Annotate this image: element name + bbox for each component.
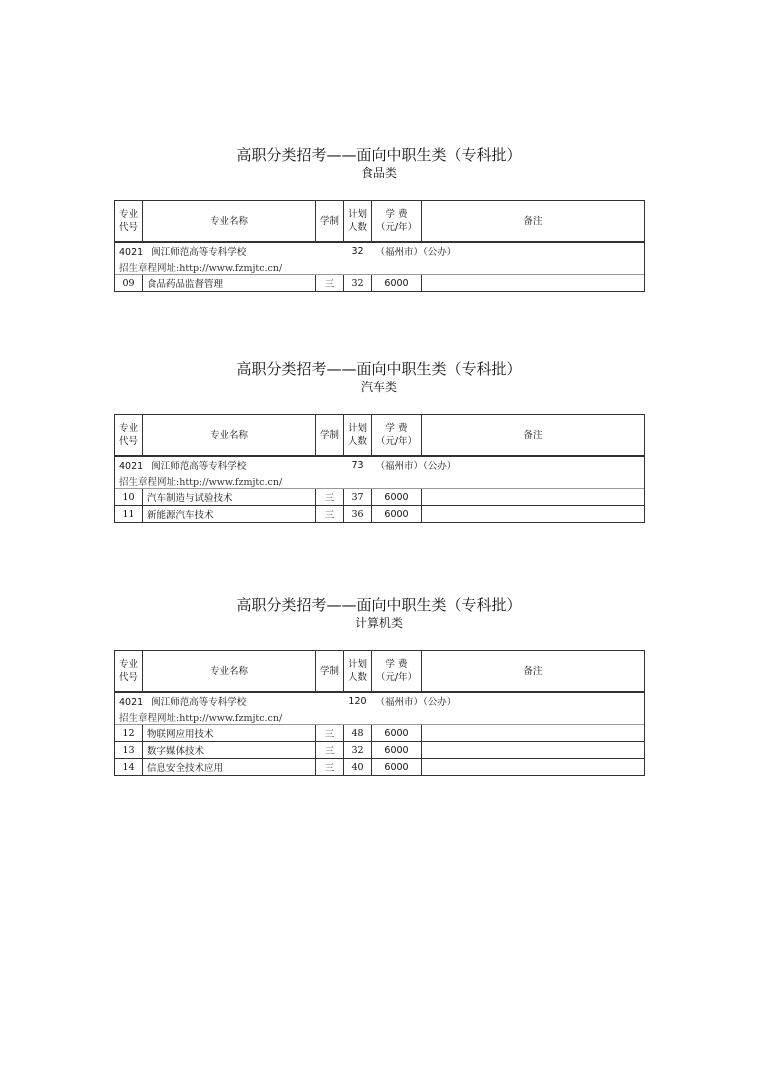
header-fee	[372, 415, 422, 457]
school-url: 招生章程网址:http://www.fzmjtc.cn/	[115, 259, 645, 275]
major-name: 数字媒体技术	[143, 742, 316, 759]
major-remark	[422, 742, 645, 759]
header-code	[115, 651, 143, 693]
school-code: 4021	[119, 697, 144, 708]
header-fee	[372, 201, 422, 243]
major-fee: 6000	[372, 489, 422, 506]
major-remark	[422, 759, 645, 776]
major-duration: 三	[316, 506, 344, 523]
major-fee: 6000	[372, 725, 422, 742]
major-plan: 36	[344, 506, 372, 523]
header-code	[115, 201, 143, 243]
school-url: 招生章程网址:http://www.fzmjtc.cn/	[115, 709, 645, 725]
section-subtitle: 汽车类	[360, 380, 397, 394]
header-code-text: 专业 代号	[118, 209, 138, 233]
table-row	[115, 759, 645, 776]
major-duration: 三	[316, 489, 344, 506]
header-duration	[316, 651, 344, 693]
header-duration	[316, 415, 344, 457]
major-code: 14	[115, 759, 143, 776]
major-name: 物联网应用技术	[143, 725, 316, 742]
header-duration-text: 学制	[319, 665, 339, 677]
major-fee: 6000	[372, 506, 422, 523]
header-remark	[422, 201, 645, 243]
header-major-name	[143, 415, 316, 457]
major-code: 10	[115, 489, 143, 506]
major-plan: 32	[344, 275, 372, 292]
header-remark-text: 备注	[523, 429, 543, 441]
school-cell	[115, 242, 316, 259]
section-subtitle: 食品类	[360, 166, 397, 180]
header-remark-text: 备注	[523, 665, 543, 677]
header-plan	[344, 415, 372, 457]
school-url-row	[115, 709, 645, 725]
enrollment-table	[114, 414, 645, 523]
school-name: 闽江师范高等专科学校	[151, 461, 247, 472]
table-row	[115, 506, 645, 523]
school-code: 4021	[119, 461, 144, 472]
major-plan: 32	[344, 742, 372, 759]
major-remark	[422, 489, 645, 506]
major-duration: 三	[316, 275, 344, 292]
school-cell	[115, 456, 316, 473]
header-duration	[316, 201, 344, 243]
header-major-name-text: 专业名称	[209, 665, 248, 677]
school-url-row	[115, 473, 645, 489]
major-fee: 6000	[372, 275, 422, 292]
major-code: 09	[115, 275, 143, 292]
major-code: 12	[115, 725, 143, 742]
major-remark	[422, 275, 645, 292]
section-subtitle: 计算机类	[354, 616, 403, 630]
header-plan	[344, 201, 372, 243]
major-duration: 三	[316, 725, 344, 742]
major-plan: 40	[344, 759, 372, 776]
header-major-name	[143, 201, 316, 243]
school-plan: 32	[351, 245, 364, 257]
school-cell	[115, 692, 316, 709]
major-code: 13	[115, 742, 143, 759]
section-title: 高职分类招考——面向中职生类（专科批）	[236, 596, 522, 614]
major-duration: 三	[316, 742, 344, 759]
header-fee-text: 学 费 （元/年）	[375, 209, 418, 233]
header-code-text: 专业 代号	[118, 659, 138, 683]
major-name: 新能源汽车技术	[143, 506, 316, 523]
school-plan: 73	[351, 459, 364, 471]
table-header-row	[115, 201, 645, 243]
header-fee	[372, 651, 422, 693]
header-code-text: 专业 代号	[118, 423, 138, 447]
header-plan-text: 计划 人数	[347, 423, 367, 447]
school-location: （福州市）（公办）	[372, 242, 645, 259]
major-plan: 37	[344, 489, 372, 506]
table-row	[115, 725, 645, 742]
header-plan	[344, 651, 372, 693]
school-code: 4021	[119, 247, 144, 258]
header-remark-text: 备注	[523, 215, 543, 227]
school-name: 闽江师范高等专科学校	[151, 247, 247, 258]
school-location: （福州市）（公办）	[372, 456, 645, 473]
school-row	[115, 242, 645, 259]
header-remark	[422, 415, 645, 457]
school-url-row	[115, 259, 645, 275]
table-header-row	[115, 651, 645, 693]
table-row	[115, 275, 645, 292]
major-name: 食品药品监督管理	[143, 275, 316, 292]
section-title: 高职分类招考——面向中职生类（专科批）	[236, 360, 522, 378]
school-plan: 120	[348, 695, 367, 707]
header-major-name-text: 专业名称	[209, 215, 248, 227]
section-title: 高职分类招考——面向中职生类（专科批）	[236, 146, 522, 164]
school-row	[115, 456, 645, 473]
header-fee-text: 学 费 （元/年）	[375, 423, 418, 447]
table-header-row	[115, 415, 645, 457]
header-fee-text: 学 费 （元/年）	[375, 659, 418, 683]
enrollment-table	[114, 650, 645, 776]
major-duration: 三	[316, 759, 344, 776]
table-row	[115, 742, 645, 759]
table-row	[115, 489, 645, 506]
enrollment-table	[114, 200, 645, 292]
major-code: 11	[115, 506, 143, 523]
major-plan: 48	[344, 725, 372, 742]
school-row	[115, 692, 645, 709]
major-fee: 6000	[372, 742, 422, 759]
header-major-name-text: 专业名称	[209, 429, 248, 441]
major-remark	[422, 725, 645, 742]
school-url: 招生章程网址:http://www.fzmjtc.cn/	[115, 473, 645, 489]
header-duration-text: 学制	[319, 429, 339, 441]
major-name: 汽车制造与试验技术	[143, 489, 316, 506]
header-plan-text: 计划 人数	[347, 659, 367, 683]
school-name: 闽江师范高等专科学校	[151, 697, 247, 708]
header-code	[115, 415, 143, 457]
header-plan-text: 计划 人数	[347, 209, 367, 233]
major-name: 信息安全技术应用	[143, 759, 316, 776]
header-duration-text: 学制	[319, 215, 339, 227]
school-location: （福州市）（公办）	[372, 692, 645, 709]
major-fee: 6000	[372, 759, 422, 776]
header-remark	[422, 651, 645, 693]
major-remark	[422, 506, 645, 523]
header-major-name	[143, 651, 316, 693]
